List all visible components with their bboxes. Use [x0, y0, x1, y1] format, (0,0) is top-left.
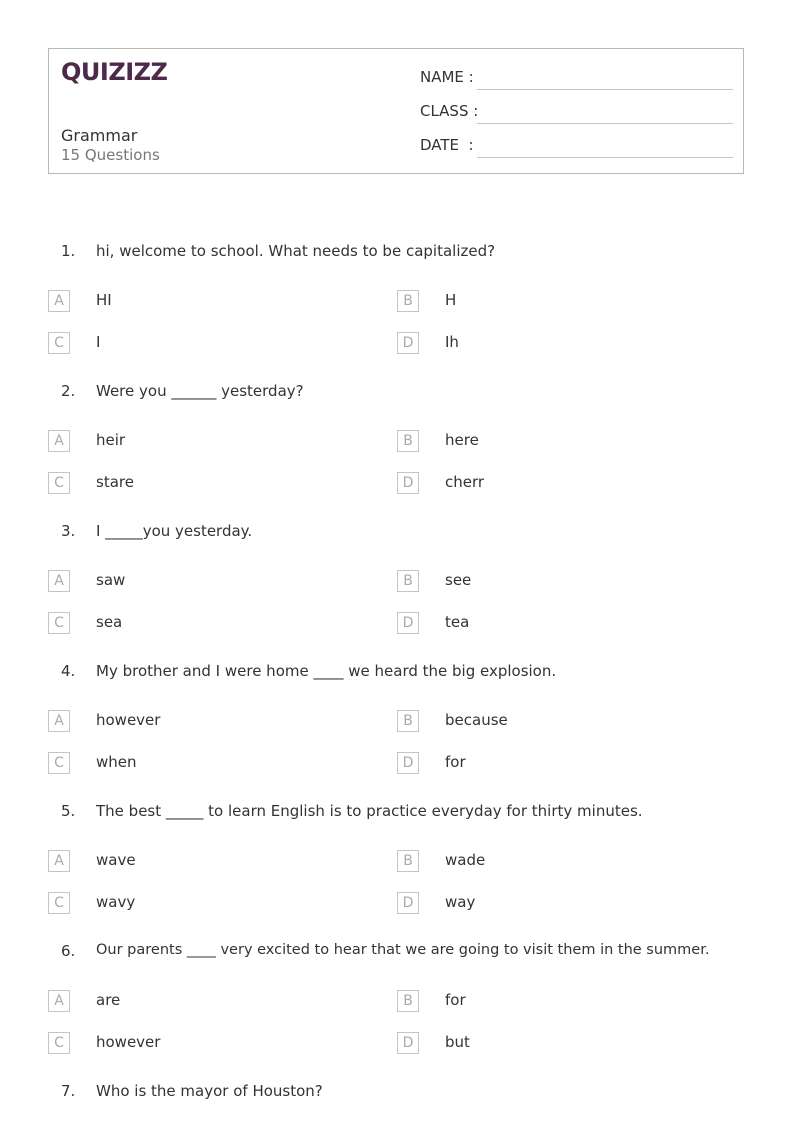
name-label: NAME : — [420, 68, 474, 86]
option-text: Ih — [445, 333, 459, 351]
option-text: stare — [96, 473, 134, 491]
question-number: 1. — [61, 242, 76, 260]
option-text: here — [445, 431, 479, 449]
option-text: I — [96, 333, 101, 351]
question-text: I _____you yesterday. — [96, 522, 253, 540]
option-text: heir — [96, 431, 126, 449]
option-text: cherr — [445, 473, 485, 491]
option-text: are — [96, 991, 121, 1009]
option-letter-box: D — [397, 612, 419, 634]
option-text: wavy — [96, 893, 136, 911]
option-text: because — [445, 711, 508, 729]
option-letter-box: C — [48, 332, 70, 354]
question-number: 2. — [61, 382, 76, 400]
option-letter-box: A — [48, 850, 70, 872]
option-text: way — [445, 893, 476, 911]
name-field[interactable] — [420, 68, 733, 90]
option-letter-box: D — [397, 332, 419, 354]
option-letter-box: A — [48, 990, 70, 1012]
option-text: for — [445, 753, 466, 771]
date-line — [477, 157, 733, 158]
option-letter-box: C — [48, 1032, 70, 1054]
option-text: sea — [96, 613, 123, 631]
option-letter-box: A — [48, 430, 70, 452]
question-text: Who is the mayor of Houston? — [96, 1082, 323, 1100]
option-text: HI — [96, 291, 112, 309]
option-letter-box: B — [397, 990, 419, 1012]
question-text: My brother and I were home ____ we heard the big explosion. — [96, 662, 557, 680]
option-letter-box: D — [397, 752, 419, 774]
question-number: 7. — [61, 1082, 76, 1100]
option-text: wave — [96, 851, 136, 869]
question-text: Were you ______ yesterday? — [96, 382, 304, 400]
option-letter-box: B — [397, 850, 419, 872]
option-letter-box: B — [397, 430, 419, 452]
option-text: H — [445, 291, 457, 309]
class-field[interactable] — [420, 102, 733, 124]
option-letter-box: C — [48, 472, 70, 494]
option-letter-box: B — [397, 290, 419, 312]
option-letter-box: D — [397, 892, 419, 914]
question-count: 15 Questions — [61, 146, 160, 164]
option-letter-box: B — [397, 710, 419, 732]
date-label: DATE : — [420, 136, 474, 154]
option-letter-box: D — [397, 1032, 419, 1054]
option-letter-box: A — [48, 570, 70, 592]
quizizz-logo: QUIZIZZ — [61, 58, 168, 86]
option-text: wade — [445, 851, 486, 869]
option-letter-box: A — [48, 290, 70, 312]
class-label: CLASS : — [420, 102, 479, 120]
question-number: 4. — [61, 662, 76, 680]
option-letter-box: C — [48, 612, 70, 634]
option-letter-box: D — [397, 472, 419, 494]
option-text: saw — [96, 571, 126, 589]
option-letter-box: C — [48, 752, 70, 774]
option-text: tea — [445, 613, 470, 631]
question-text: Our parents ____ very excited to hear that we are going to visit them in the summer. — [96, 942, 710, 958]
option-text: for — [445, 991, 466, 1009]
option-text: but — [445, 1033, 470, 1051]
option-letter-box: C — [48, 892, 70, 914]
question-number: 5. — [61, 802, 76, 820]
option-letter-box: A — [48, 710, 70, 732]
class-line — [477, 123, 733, 124]
option-text: see — [445, 571, 472, 589]
option-letter-box: B — [397, 570, 419, 592]
option-text: when — [96, 753, 137, 771]
quiz-title: Grammar — [61, 126, 138, 145]
question-number: 3. — [61, 522, 76, 540]
question-number: 6. — [61, 942, 76, 960]
name-line — [477, 89, 733, 90]
option-text: however — [96, 1033, 161, 1051]
date-field[interactable] — [420, 136, 733, 158]
question-text: The best _____ to learn English is to practice everyday for thirty minutes. — [96, 802, 643, 820]
option-text: however — [96, 711, 161, 729]
worksheet-header — [48, 48, 744, 174]
question-text: hi, welcome to school. What needs to be capitalized? — [96, 242, 496, 260]
